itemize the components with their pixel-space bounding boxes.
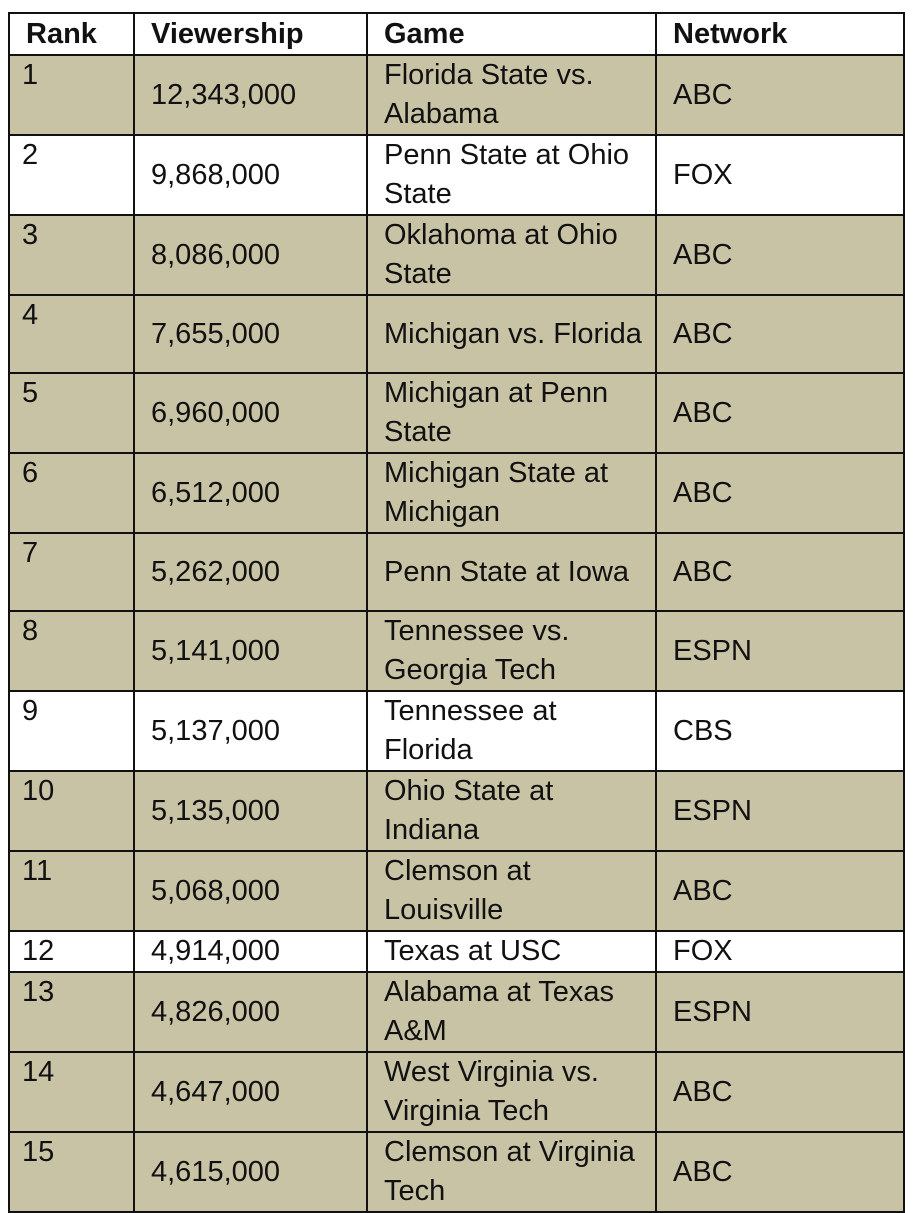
game-cell: Michigan State at Michigan bbox=[367, 453, 656, 533]
table-row bbox=[9, 931, 904, 972]
network-cell: FOX bbox=[656, 931, 904, 972]
rank-cell: 11 bbox=[9, 851, 134, 931]
game-cell: West Virginia vs. Virginia Tech bbox=[367, 1052, 656, 1132]
viewership-cell: 12,343,000 bbox=[134, 55, 367, 135]
rank-cell: 15 bbox=[9, 1132, 134, 1212]
viewership-cell: 6,512,000 bbox=[134, 453, 367, 533]
header-game: Game bbox=[367, 13, 656, 55]
table-row bbox=[9, 135, 904, 215]
rank-cell: 8 bbox=[9, 611, 134, 691]
rank-cell: 12 bbox=[9, 931, 134, 972]
rank-cell: 3 bbox=[9, 215, 134, 295]
table-row bbox=[9, 851, 904, 931]
viewership-table-container bbox=[8, 12, 905, 1213]
viewership-cell: 5,141,000 bbox=[134, 611, 367, 691]
viewership-cell: 9,868,000 bbox=[134, 135, 367, 215]
network-cell: ABC bbox=[656, 1132, 904, 1212]
network-cell: ABC bbox=[656, 215, 904, 295]
table-row bbox=[9, 453, 904, 533]
viewership-cell: 5,135,000 bbox=[134, 771, 367, 851]
network-cell: ABC bbox=[656, 373, 904, 453]
rank-cell: 13 bbox=[9, 972, 134, 1052]
network-cell: ABC bbox=[656, 1052, 904, 1132]
network-cell: ABC bbox=[656, 851, 904, 931]
rank-cell: 7 bbox=[9, 533, 134, 611]
rank-cell: 14 bbox=[9, 1052, 134, 1132]
table-row bbox=[9, 611, 904, 691]
viewership-table bbox=[8, 12, 905, 1213]
network-cell: ABC bbox=[656, 533, 904, 611]
viewership-cell: 8,086,000 bbox=[134, 215, 367, 295]
viewership-cell: 4,914,000 bbox=[134, 931, 367, 972]
viewership-cell: 7,655,000 bbox=[134, 295, 367, 373]
game-cell: Clemson at Virginia Tech bbox=[367, 1132, 656, 1212]
network-cell: ESPN bbox=[656, 611, 904, 691]
viewership-cell: 4,647,000 bbox=[134, 1052, 367, 1132]
network-cell: ESPN bbox=[656, 972, 904, 1052]
table-header-row bbox=[9, 13, 904, 55]
rank-cell: 6 bbox=[9, 453, 134, 533]
table-row bbox=[9, 1132, 904, 1212]
network-cell: ABC bbox=[656, 55, 904, 135]
table-row bbox=[9, 972, 904, 1052]
network-cell: FOX bbox=[656, 135, 904, 215]
game-cell: Penn State at Iowa bbox=[367, 533, 656, 611]
viewership-cell: 5,068,000 bbox=[134, 851, 367, 931]
game-cell: Clemson at Louisville bbox=[367, 851, 656, 931]
viewership-cell: 4,615,000 bbox=[134, 1132, 367, 1212]
game-cell: Oklahoma at Ohio State bbox=[367, 215, 656, 295]
game-cell: Ohio State at Indiana bbox=[367, 771, 656, 851]
viewership-cell: 4,826,000 bbox=[134, 972, 367, 1052]
table-row bbox=[9, 771, 904, 851]
header-network: Network bbox=[656, 13, 904, 55]
header-viewership: Viewership bbox=[134, 13, 367, 55]
rank-cell: 1 bbox=[9, 55, 134, 135]
table-row bbox=[9, 691, 904, 771]
table-row bbox=[9, 373, 904, 453]
network-cell: ABC bbox=[656, 453, 904, 533]
table-row bbox=[9, 533, 904, 611]
game-cell: Penn State at Ohio State bbox=[367, 135, 656, 215]
table-row bbox=[9, 295, 904, 373]
viewership-cell: 6,960,000 bbox=[134, 373, 367, 453]
network-cell: ABC bbox=[656, 295, 904, 373]
table-row bbox=[9, 215, 904, 295]
rank-cell: 5 bbox=[9, 373, 134, 453]
rank-cell: 10 bbox=[9, 771, 134, 851]
game-cell: Florida State vs. Alabama bbox=[367, 55, 656, 135]
header-rank: Rank bbox=[9, 13, 134, 55]
game-cell: Tennessee vs. Georgia Tech bbox=[367, 611, 656, 691]
game-cell: Tennessee at Florida bbox=[367, 691, 656, 771]
table-row bbox=[9, 55, 904, 135]
network-cell: ESPN bbox=[656, 771, 904, 851]
viewership-cell: 5,262,000 bbox=[134, 533, 367, 611]
network-cell: CBS bbox=[656, 691, 904, 771]
game-cell: Texas at USC bbox=[367, 931, 656, 972]
table-row bbox=[9, 1052, 904, 1132]
game-cell: Michigan at Penn State bbox=[367, 373, 656, 453]
rank-cell: 4 bbox=[9, 295, 134, 373]
game-cell: Michigan vs. Florida bbox=[367, 295, 656, 373]
rank-cell: 2 bbox=[9, 135, 134, 215]
viewership-cell: 5,137,000 bbox=[134, 691, 367, 771]
table-body bbox=[9, 55, 904, 1212]
game-cell: Alabama at Texas A&M bbox=[367, 972, 656, 1052]
rank-cell: 9 bbox=[9, 691, 134, 771]
